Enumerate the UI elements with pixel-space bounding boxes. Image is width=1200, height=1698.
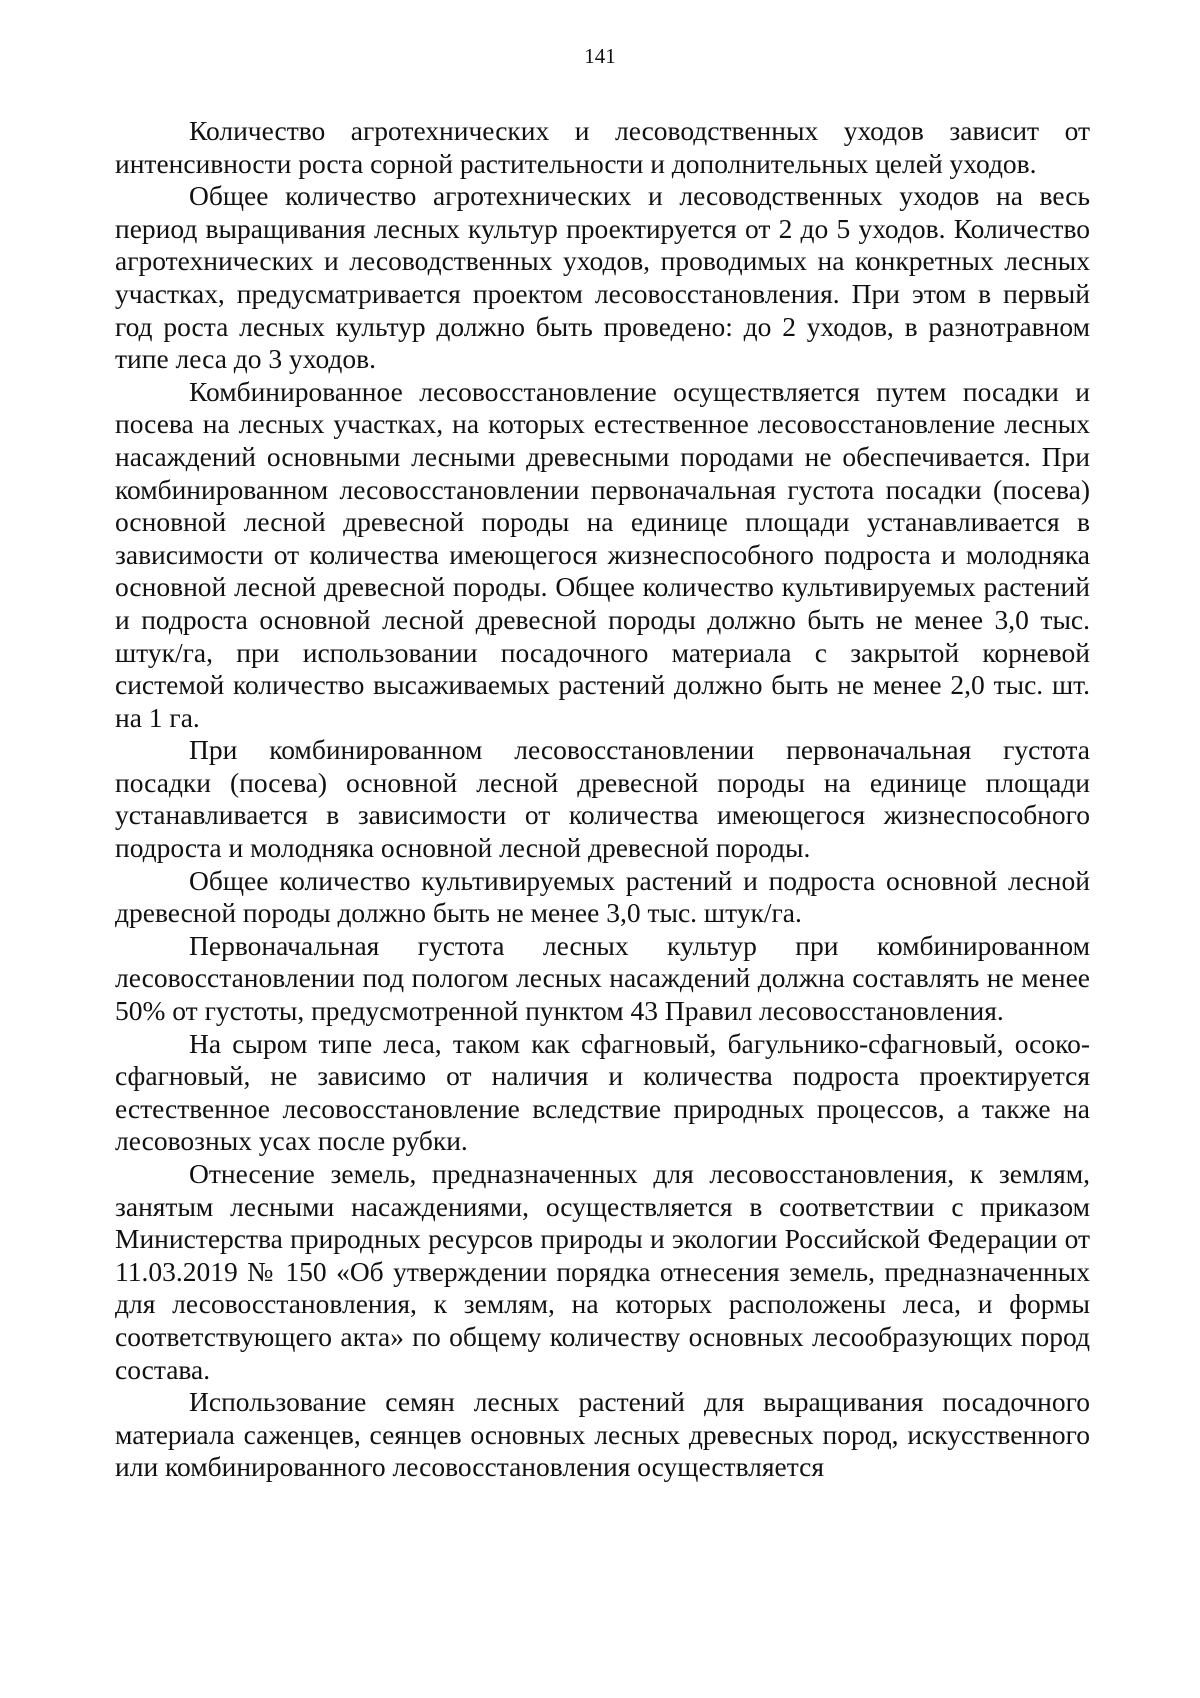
paragraph: На сыром типе леса, таком как сфагновый, багульнико-сфагновый, осоко-сфагновый, не зависимо от наличия и количества подроста проектируется естественное лесовосстановление вследствие природных процессов, а также на лесовозных усах после рубки. xyxy=(115,1027,1090,1157)
paragraph: Общее количество культивируемых растений и подроста основной лесной древесной породы должно быть не менее 3,0 тыс. штук/га. xyxy=(115,864,1090,929)
paragraph: Количество агротехнических и лесоводственных уходов зависит от интенсивности роста сорной растительности и дополнительных целей уходов. xyxy=(115,115,1090,179)
paragraph: Использование семян лесных растений для выращивания посадочного материала саженцев, сеянцев основных лесных древесных пород, искусственного или комбинированного лесовосстановления осуществляется xyxy=(115,1386,1090,1483)
body-text xyxy=(115,115,1090,1484)
paragraph: Комбинированное лесовосстановление осуществляется путем посадки и посева на лесных участках, на которых естественное лесовосстановление лесных насаждений основными лесными древесными породами не обеспечивается. При комбинированном лесовосстановлении первоначальная густота посадки (посева) основной лесной древесной породы на единице площади устанавливается в зависимости от количества имеющегося жизнеспособного подроста и молодняка основной лесной древесной породы. Общее количество культивируемых растений и подроста основной лесной древесной породы должно быть не менее 3,0 тыс. штук/га, при использовании посадочного материала с закрытой корневой системой количество высаживаемых растений должно быть не менее 2,0 тыс. шт. на 1 га. xyxy=(115,375,1090,733)
paragraph: Общее количество агротехнических и лесоводственных уходов на весь период выращивания лесных культур проектируется от 2 до 5 уходов. Количество агротехнических и лесоводственных уходов, проводимых на конкретных лесных участках, предусматривается проектом лесовосстановления. При этом в первый год роста лесных культур должно быть проведено: до 2 уходов, в разнотравном типе леса до 3 уходов. xyxy=(115,180,1090,375)
page-number: 141 xyxy=(584,44,616,68)
paragraph: Отнесение земель, предназначенных для лесовосстановления, к землям, занятым лесными насаждениями, осуществляется в соответствии с приказом Министерства природных ресурсов природы и экологии Российской Федерации от 11.03.2019 № 150 «Об утверждении порядка отнесения земель, предназначенных для лесовосстановления, к землям, на которых расположены леса, и формы соответствующего акта» по общему количеству основных лесообразующих пород состава. xyxy=(115,1158,1090,1385)
paragraph: Первоначальная густота лесных культур при комбинированном лесовосстановлении под пологом лесных насаждений должна составлять не менее 50% от густоты, предусмотренной пунктом 43 Правил лесовосстановления. xyxy=(115,929,1090,1027)
paragraph: При комбинированном лесовосстановлении первоначальная густота посадки (посева) основной лесной древесной породы на единице площади устанавливается в зависимости от количества имеющегося жизнеспособного подроста и молодняка основной лесной древесной породы. xyxy=(115,734,1090,864)
